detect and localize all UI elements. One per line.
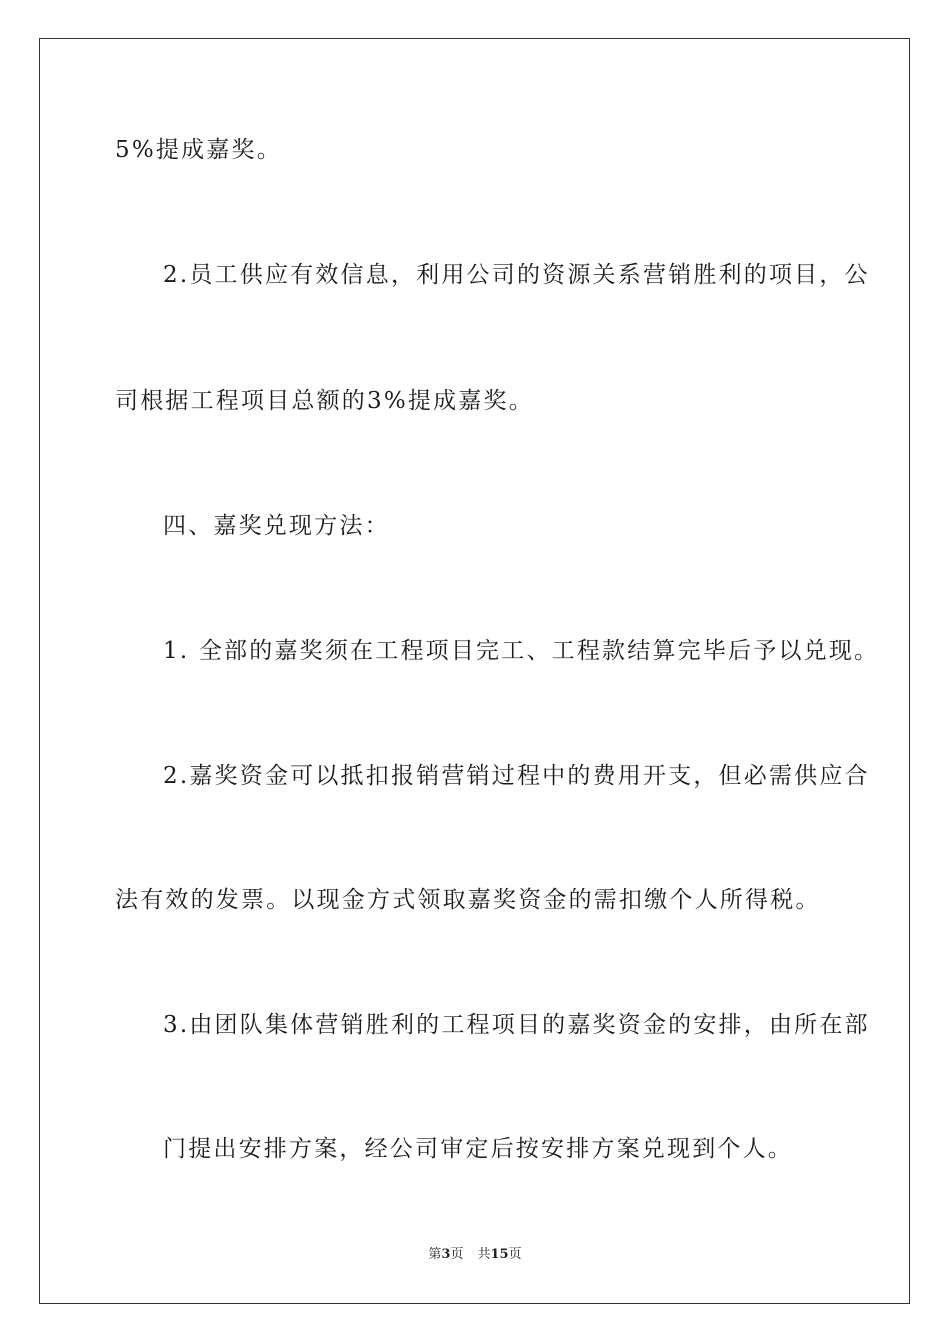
page-border — [39, 38, 910, 1304]
page-number: 3 — [441, 1247, 451, 1262]
section-heading: 四、嘉奖兑现方法： — [163, 513, 390, 539]
text-line-1: 5%提成嘉奖。 — [115, 137, 282, 163]
text-line-5: 1. 全部的嘉奖须在工程项目完工、工程款结算完毕后予以兑现。 — [163, 638, 880, 664]
page-suffix: 页 — [450, 1247, 464, 1262]
total-prefix: 共 — [477, 1247, 491, 1262]
total-suffix: 页 — [508, 1247, 522, 1262]
text-line-6: 2.嘉奖资金可以抵扣报销营销过程中的费用开支，但必需供应合 — [163, 763, 870, 789]
total-pages: 15 — [490, 1247, 509, 1262]
text-line-3: 司根据工程项目总额的3%提成嘉奖。 — [115, 388, 534, 414]
page-prefix: 第 — [428, 1247, 442, 1262]
page-footer — [0, 1246, 950, 1264]
text-line-7: 法有效的发票。以现金方式领取嘉奖资金的需扣缴个人所得税。 — [115, 887, 821, 913]
text-line-9: 门提出安排方案，经公司审定后按安排方案兑现到个人。 — [163, 1136, 793, 1162]
text-line-8: 3.由团队集体营销胜利的工程项目的嘉奖资金的安排，由所在部 — [163, 1012, 870, 1038]
text-line-2: 2.员工供应有效信息，利用公司的资源关系营销胜利的项目，公 — [163, 262, 870, 288]
